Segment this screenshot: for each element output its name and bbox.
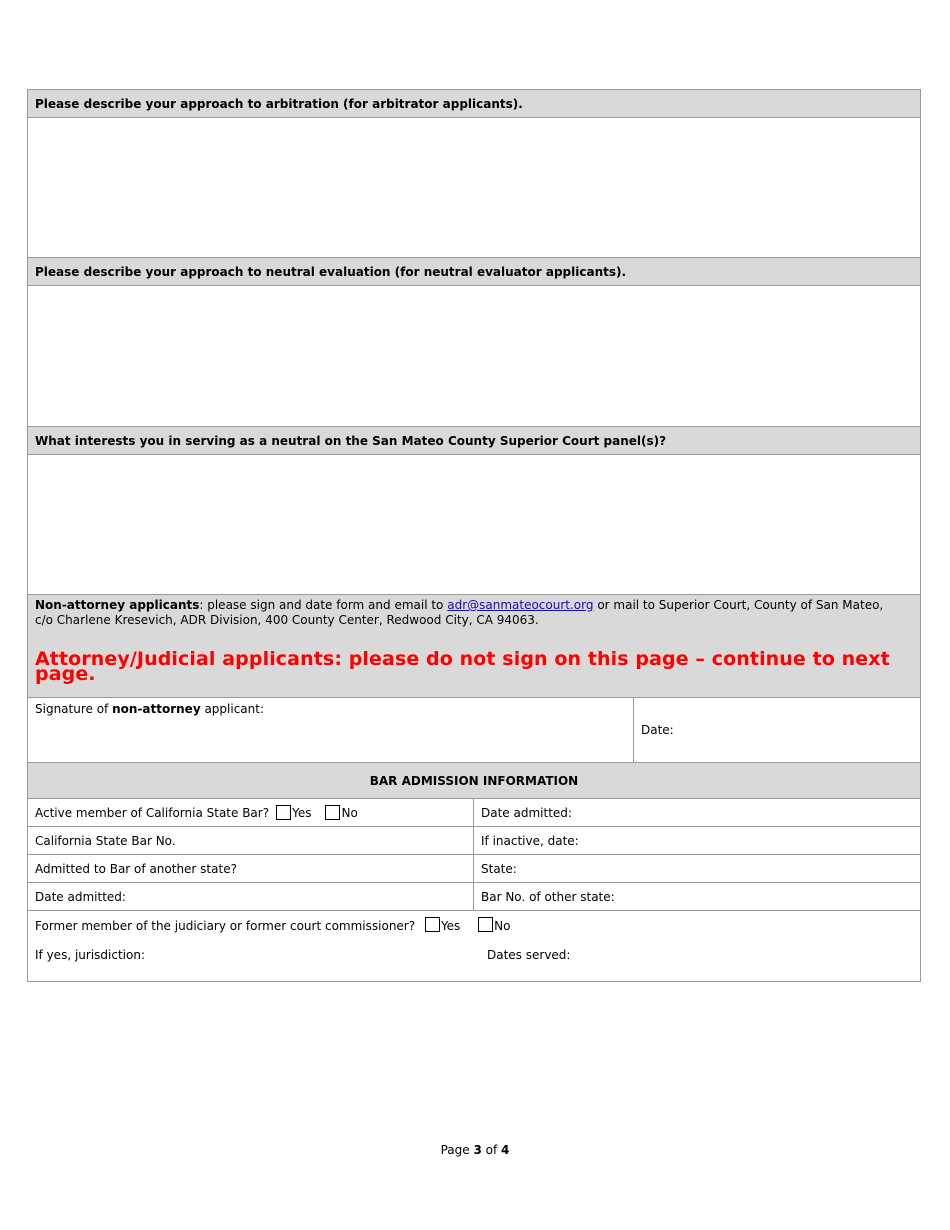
judiciary-label: Former member of the judiciary or former court commissioner? [35,919,416,933]
bar-admission-title [28,763,920,799]
jurisdiction-field[interactable] [35,948,487,962]
of-word: of [481,1143,502,1157]
judiciary-no-checkbox[interactable] [478,917,493,932]
question-arbitration-header [28,90,920,118]
question-arbitration-label: Please describe your approach to arbitration (for arbitrator applicants). [35,97,523,111]
dates-served-field[interactable] [487,948,570,962]
question-neutral-evaluation-label: Please describe your approach to neutral evaluation (for neutral evaluator applicants). [35,265,627,279]
state-label: State: [481,861,517,876]
notice-line-1 [35,598,913,613]
notice-line-2: c/o Charlene Kresevich, ADR Division, 400 County Center, Redwood City, CA 94063. [35,613,539,627]
page-footer [0,1143,950,1157]
answer-neutral-evaluation-field[interactable] [28,286,920,427]
state-bar-number-field[interactable] [28,827,474,854]
inactive-date-field[interactable] [474,827,920,854]
notice-bold-lead: Non-attorney applicants [35,598,200,612]
question-interests-label: What interests you in serving as a neutral on the San Mateo County Superior Court panel(s)? [35,434,667,448]
other-date-admitted-label: Date admitted: [35,889,126,904]
signature-prefix: Signature of [35,702,113,716]
judiciary-yes-checkbox[interactable] [425,917,440,932]
total-page-number: 4 [501,1143,510,1157]
judiciary-no-label: No [494,919,511,933]
current-page-number: 3 [473,1143,482,1157]
active-member-yes-label: Yes [292,805,312,820]
date-admitted-label: Date admitted: [481,805,572,820]
signature-suffix: applicant: [200,702,265,716]
bar-row-4 [28,883,920,911]
bar-row-1 [28,799,920,827]
jurisdiction-label: If yes, jurisdiction: [35,948,145,962]
judiciary-details [35,948,913,962]
dates-served-label: Dates served: [487,948,571,962]
other-bar-number-label: Bar No. of other state: [481,889,615,904]
other-bar-number-field[interactable] [474,883,920,910]
active-member-no-label: No [341,805,358,820]
page-word: Page [440,1143,474,1157]
bar-row-2 [28,827,920,855]
signature-row [28,698,920,763]
signature-bold: non-attorney [112,702,201,716]
inactive-date-label: If inactive, date: [481,833,579,848]
answer-interests-field[interactable] [28,455,920,595]
submission-notice [28,595,920,698]
bar-admission-title-label: BAR ADMISSION INFORMATION [369,774,579,788]
bar-row-3 [28,855,920,883]
active-member-no-checkbox[interactable] [325,805,340,820]
other-state-label: Admitted to Bar of another state? [35,861,237,876]
notice-text-before-email: : please sign and date form and email to [199,598,448,612]
active-member-label: Active member of California State Bar? [35,805,270,820]
signature-field[interactable] [28,698,634,762]
signature-date-label: Date: [641,723,674,737]
active-member-yes-checkbox[interactable] [276,805,291,820]
state-bar-number-label: California State Bar No. [35,833,176,848]
attorney-warning: Attorney/Judicial applicants: please do not sign on this page – continue to next page. [35,648,890,685]
judiciary-section [28,911,920,981]
other-state-field[interactable] [28,855,474,882]
state-field[interactable] [474,855,920,882]
question-neutral-evaluation-header [28,258,920,286]
answer-arbitration-field[interactable] [28,118,920,258]
other-date-admitted-field[interactable] [28,883,474,910]
active-member-cell [28,799,474,826]
judiciary-question [35,917,913,933]
notice-text-after-email: or mail to Superior Court, County of San Mateo, [593,598,884,612]
question-interests-header [28,427,920,455]
signature-date-field[interactable] [634,698,920,762]
application-form [27,89,921,982]
email-link[interactable]: adr@sanmateocourt.org [447,598,594,612]
judiciary-yes-label: Yes [440,919,461,933]
date-admitted-field[interactable] [474,799,920,826]
